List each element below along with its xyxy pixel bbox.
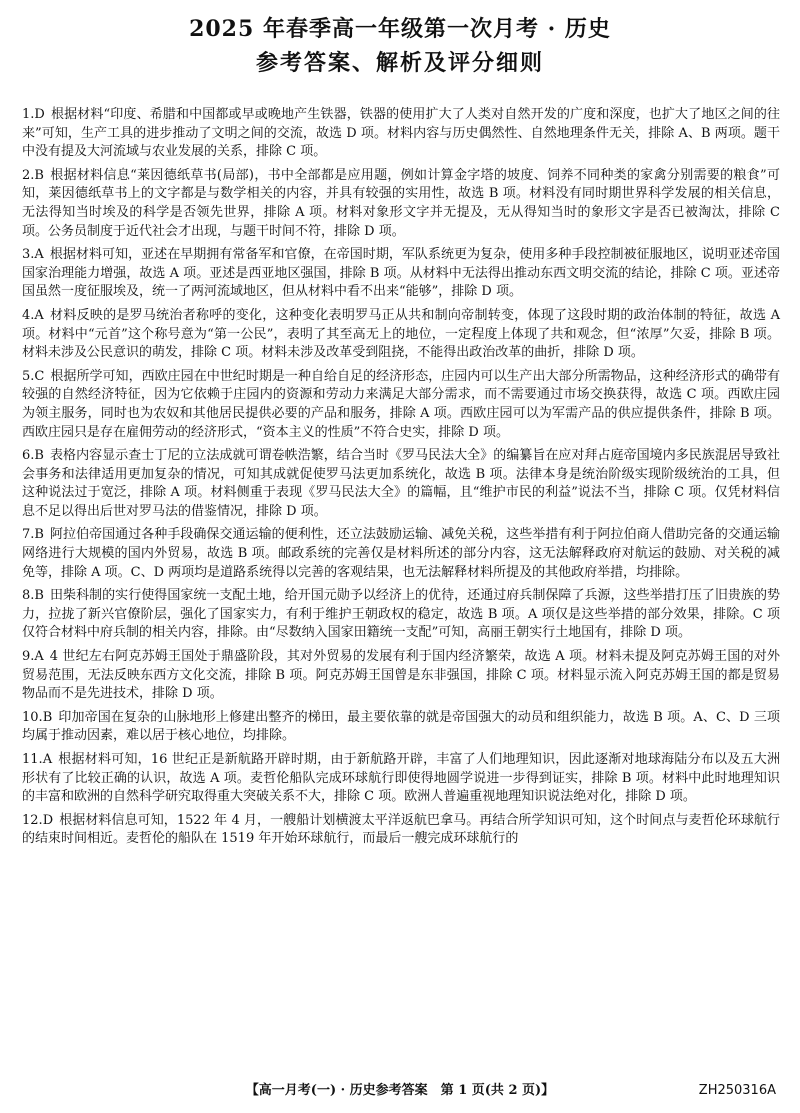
- item-answer: D: [34, 107, 45, 122]
- footer-doc-code: ZH250316A: [698, 1083, 776, 1098]
- item-explanation: 材料反映的是罗马统治者称呼的变化，这种变化表明罗马正从共和制向帝制转变，体现了这段时期的政治体制的特征，故选 A 项。材料中“元首”这个称号意为“第一公民”，表明了其至高无上的地位，一定程度上体现了共和观念，但“浓厚”欠妥，排除 B 项。材料未涉及公民意识的萌发，排除 C 项。材料未涉及改革受到阻挠，不能得出政治改革的曲折，排除 D 项。: [22, 307, 780, 361]
- answer-item-9: [22, 648, 780, 704]
- footer-page-info: 【高一月考(一) · 历史参考答案 第 1 页(共 2 页)】: [245, 1083, 555, 1098]
- item-explanation: 4 世纪左右阿克苏姆王国处于鼎盛阶段，其对外贸易的发展有利于国内经济繁荣，故选 A 项。材料未提及阿克苏姆王国的对外贸易范围，无法反映东西方文化交流，排除 B 项。阿克苏姆王国曾是东非强国，排除 C 项。材料显示流入阿克苏姆王国的都是贸易物品而不是先进技术，排除 D 项。: [22, 649, 780, 702]
- item-number: 4.: [22, 307, 35, 323]
- item-number: 11.: [22, 752, 43, 767]
- item-number: 6.: [22, 448, 35, 464]
- item-number: 5.: [22, 368, 35, 384]
- answer-item-8: [22, 587, 780, 643]
- answer-list: [22, 106, 780, 854]
- page-title: 2025 年春季高一年级第一次月考 · 历史: [189, 16, 611, 42]
- item-explanation: 田柴科制的实行使得国家统一支配土地，给开国元勋予以经济上的优待，还通过府兵制保障了兵源，这些举措打压了旧贵族的势力，拉拢了新兴官僚阶层，强化了国家实力，有利于维护王朝政权的稳定，故选 B 项。A 项仅是这些举措的部分效果，排除。C 项仅符合材料中府兵制的相关内容，排除。由“尽数纳入国家田籍统一支配”可知，高丽王朝实行土地国有，排除 D 项。: [22, 588, 780, 641]
- item-answer: B: [34, 167, 44, 183]
- item-number: 7.: [22, 527, 35, 543]
- item-number: 12.: [22, 812, 43, 828]
- item-answer: B: [34, 448, 44, 464]
- item-number: 8.: [22, 588, 35, 604]
- item-number: 9.: [22, 649, 35, 665]
- item-explanation: 根据材料“印度、希腊和中国都或早或晚地产生铁器，铁器的使用扩大了人类对自然开发的广度和深度，也扩大了地区之间的往来”可知，生产工具的进步推动了文明之间的交流，故选 D 项。材料内容与历史偶然性、自然地理条件无关，排除 A、B 两项。题干中没有提及大河流域与农业发展的关系，排除 C 项。: [22, 107, 780, 160]
- answer-item-12: [22, 812, 780, 849]
- answer-item-3: [22, 246, 780, 302]
- item-explanation: 根据所学可知，西欧庄园在中世纪时期是一种自给自足的经济形态，庄园内可以生产出大部分所需物品，这种经济形式的确带有较强的自然经济特征，因为它依赖于庄园内的资源和劳动力来满足大部分需求，而不需要通过市场交换获得，故选 C 项。西欧庄园为领主服务，同时也为农奴和其他居民提供必要的产品和服务，排除 A 项。西欧庄园可以为军需产品的供应提供条件，排除 B 项。西欧庄园只是存在雇佣劳动的经济形式，“资本主义的性质”不符合史实，排除 D 项。: [22, 368, 780, 440]
- item-number: 2.: [22, 167, 35, 183]
- item-explanation: 根据材料信息“莱因德纸草书(局部)，书中全部都是应用题，例如计算金字塔的坡度、饲养不同种类的家禽分别需要的粮食”可知，莱因德纸草书上的文字都是与数学相关的内容，并具有较强的实用性，故选 B 项。材料没有同时期世界科学发展的相关信息，无法得知当时埃及的科学是否领先世界，排除 A 项。材料对象形文字并无提及，无从得知当时的象形文字是否已被淘汰，排除 C 项。公务员制度于近代社会才出现，与题干时间不符，排除 D 项。: [22, 167, 780, 239]
- item-answer: B: [34, 527, 44, 543]
- item-number: 10.: [22, 709, 43, 725]
- page-subtitle: 参考答案、解析及评分细则: [255, 50, 544, 76]
- answer-item-5: [22, 368, 780, 442]
- item-explanation: 表格内容显示查士丁尼的立法成就可谓卷帙浩繁，结合当时《罗马民法大全》的编纂旨在应对拜占庭帝国境内多民族混居导致社会事务和法律适用更加复杂的情况，可知其成就促使罗马法更加系统化，故选 B 项。法律本身是统治阶级实现阶级统治的工具，但这种说法过于宽泛，排除 A 项。材料侧重于表现《罗马民法大全》的篇幅，且“维护市民的利益”说法不当，排除 C 项。仅凭材料信息不足以得出后世对罗马法的借鉴情况，排除 D 项。: [22, 448, 780, 519]
- answer-item-4: [22, 307, 780, 363]
- item-answer: A: [34, 247, 44, 263]
- item-explanation: 根据材料信息可知，1522 年 4 月，一艘船计划横渡太平洋返航巴拿马。再结合所学知识可知，这个时间点与麦哲伦环球航行的结束时间相近。麦哲伦的船队在 1519 年开始环球航行，而最后一艘完成环球航行的: [22, 812, 780, 847]
- item-answer: D: [42, 812, 54, 828]
- answer-item-1: [22, 106, 780, 162]
- page-footer: [0, 1080, 800, 1104]
- answer-item-2: [22, 167, 780, 241]
- answer-item-7: [22, 526, 780, 582]
- item-explanation: 根据材料可知，16 世纪正是新航路开辟时期，由于新航路开辟，丰富了人们地理知识，因此逐渐对地球海陆分布以及五大洲形状有了比较正确的认识，故选 A 项。麦哲伦船队完成环球航行即使得地圆学说进一步得到证实，排除 B 项。材料中此时地理知识的丰富和欧洲的自然科学研究取得重大突破关系不大，排除 C 项。欧洲人普遍重视地理知识说法绝对化，排除 D 项。: [22, 752, 780, 805]
- item-answer: A: [34, 649, 44, 665]
- answer-item-6: [22, 447, 780, 521]
- item-number: 3.: [22, 247, 35, 263]
- item-answer: A: [34, 307, 44, 323]
- item-answer: A: [42, 752, 53, 767]
- item-answer: C: [34, 368, 45, 384]
- answer-item-11: [22, 751, 780, 807]
- item-answer: B: [34, 588, 44, 604]
- item-answer: B: [42, 709, 53, 725]
- item-number: 1.: [22, 107, 35, 122]
- item-explanation: 印加帝国在复杂的山脉地形上修建出整齐的梯田，最主要依靠的就是帝国强大的动员和组织能力，故选 B 项。A、C、D 三项均属于推动因素，难以居于核心地位，均排除。: [22, 709, 780, 744]
- item-explanation: 根据材料可知，亚述在早期拥有常备军和官僚，在帝国时期，军队系统更为复杂，使用多种手段控制被征服地区，说明亚述帝国国家治理能力增强，故选 A 项。亚述是西亚地区强国，排除 B 项。从材料中无法得出推动东西文明交流的结论，排除 C 项。亚述帝国虽然一度征服埃及，统一了两河流域地区，但从材料中看不出来“能够”，排除 D 项。: [22, 247, 780, 300]
- item-explanation: 阿拉伯帝国通过各种手段确保交通运输的便利性，还立法鼓励运输、减免关税，这些举措有利于阿拉伯商人借助完备的交通运输网络进行大规模的国内外贸易，故选 B 项。邮政系统的完善仅是材料所述的部分内容，这无法解释政府对航运的鼓励、对关税的减免等，排除 A 项。C、D 两项均是道路系统得以完善的客观结果，也无法解释材料所提及的其他政府举措，均排除。: [22, 527, 780, 580]
- answer-item-10: [22, 709, 780, 746]
